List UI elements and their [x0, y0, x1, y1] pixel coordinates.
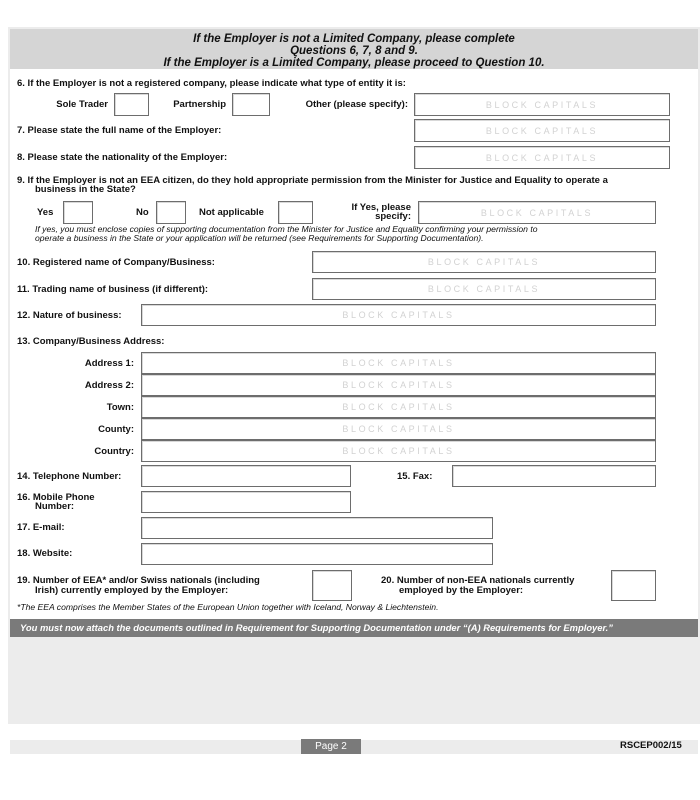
q15-label: 15. Fax:: [397, 471, 433, 482]
not-applicable-label: Not applicable: [199, 207, 264, 218]
yes-label: Yes: [37, 207, 54, 218]
banner-line-3: If the Employer is a Limited Company, please proceed to Question 10.: [163, 57, 545, 69]
county-label: County:: [98, 424, 134, 435]
q17-label: 17. E-mail:: [17, 522, 65, 533]
mobile-phone-field[interactable]: [141, 491, 351, 513]
employer-name-field[interactable]: BLOCK CAPITALS: [414, 119, 670, 142]
q18-label: 18. Website:: [17, 548, 73, 559]
address2-label: Address 2:: [84, 380, 134, 391]
sole-trader-label: Sole Trader: [56, 99, 108, 110]
banner-line-1: If the Employer is not a Limited Company, please complete: [193, 33, 515, 45]
other-specify-label: Other (please specify):: [305, 99, 408, 110]
town-field[interactable]: BLOCK CAPITALS: [141, 396, 656, 418]
page-number: Page 2: [301, 739, 361, 754]
other-entity-field[interactable]: BLOCK CAPITALS: [414, 93, 670, 116]
q20-label-line2: employed by the Employer:: [399, 585, 524, 596]
address1-field[interactable]: BLOCK CAPITALS: [141, 352, 656, 374]
q12-label: 12. Nature of business:: [17, 310, 122, 321]
attach-documents-notice: You must now attach the documents outlined in Requirement for Supporting Documentation under “(A) Requirements for Employer.”: [10, 619, 698, 637]
non-eea-nationals-count-field[interactable]: [611, 570, 656, 601]
not-applicable-checkbox[interactable]: [278, 201, 313, 224]
q9-label-line1: 9. If the Employer is not an EEA citizen, do they hold appropriate permission from the Minister for Justice and Equality to operate a: [17, 175, 608, 186]
q9-note-line1: If yes, you must enclose copies of supporting documentation from the Minister for Justice and Equality confirming your permission to: [35, 224, 538, 234]
trading-name-field[interactable]: BLOCK CAPITALS: [312, 278, 656, 300]
q8-label: 8. Please state the nationality of the Employer:: [17, 152, 228, 163]
county-field[interactable]: BLOCK CAPITALS: [141, 418, 656, 440]
q7-label: 7. Please state the full name of the Employer:: [17, 125, 222, 136]
registered-name-field[interactable]: BLOCK CAPITALS: [312, 251, 656, 273]
q11-label: 11. Trading name of business (if different):: [17, 284, 209, 295]
employer-nationality-field[interactable]: BLOCK CAPITALS: [414, 146, 670, 169]
telephone-field[interactable]: [141, 465, 351, 487]
address2-field[interactable]: BLOCK CAPITALS: [141, 374, 656, 396]
q6-label: 6. If the Employer is not a registered company, please indicate what type of entity it is:: [17, 78, 406, 89]
specify-label-line2: specify:: [375, 211, 411, 222]
country-field[interactable]: BLOCK CAPITALS: [141, 440, 656, 462]
no-label: No: [136, 207, 149, 218]
instruction-banner: [10, 29, 698, 69]
town-label: Town:: [106, 402, 134, 413]
q16-label-line2: Number:: [35, 501, 75, 512]
q16-label-line1: 16. Mobile Phone: [17, 492, 95, 503]
q14-label: 14. Telephone Number:: [17, 471, 122, 482]
q13-label: 13. Company/Business Address:: [17, 336, 165, 347]
q19-label-line2: Irish) currently employed by the Employer:: [35, 585, 229, 596]
nature-of-business-field[interactable]: BLOCK CAPITALS: [141, 304, 656, 326]
sole-trader-checkbox[interactable]: [114, 93, 149, 116]
website-field[interactable]: [141, 543, 493, 565]
form-code: RSCEP002/15: [620, 740, 682, 751]
no-checkbox[interactable]: [156, 201, 186, 224]
yes-checkbox[interactable]: [63, 201, 93, 224]
q9-note-line2: operate a business in the State or your application will be returned (see Requirements for Supporting Documentation).: [35, 233, 484, 243]
banner-line-2: Questions 6, 7, 8 and 9.: [290, 45, 418, 57]
country-label: Country:: [94, 446, 134, 457]
email-field[interactable]: [141, 517, 493, 539]
fax-field[interactable]: [452, 465, 656, 487]
eea-footnote: *The EEA comprises the Member States of the European Union together with Iceland, Norway & Liechtenstein.: [17, 602, 439, 612]
permission-specify-field[interactable]: BLOCK CAPITALS: [418, 201, 656, 224]
q20-label-line1: 20. Number of non-EEA nationals currently: [381, 575, 575, 586]
address1-label: Address 1:: [84, 358, 134, 369]
partnership-checkbox[interactable]: [232, 93, 270, 116]
q19-label-line1: 19. Number of EEA* and/or Swiss nationals (including: [17, 575, 260, 586]
specify-label-line1: If Yes, please: [351, 202, 411, 213]
eea-nationals-count-field[interactable]: [312, 570, 352, 601]
q10-label: 10. Registered name of Company/Business:: [17, 257, 215, 268]
q9-label-line2: business in the State?: [35, 184, 136, 195]
partnership-label: Partnership: [173, 99, 226, 110]
